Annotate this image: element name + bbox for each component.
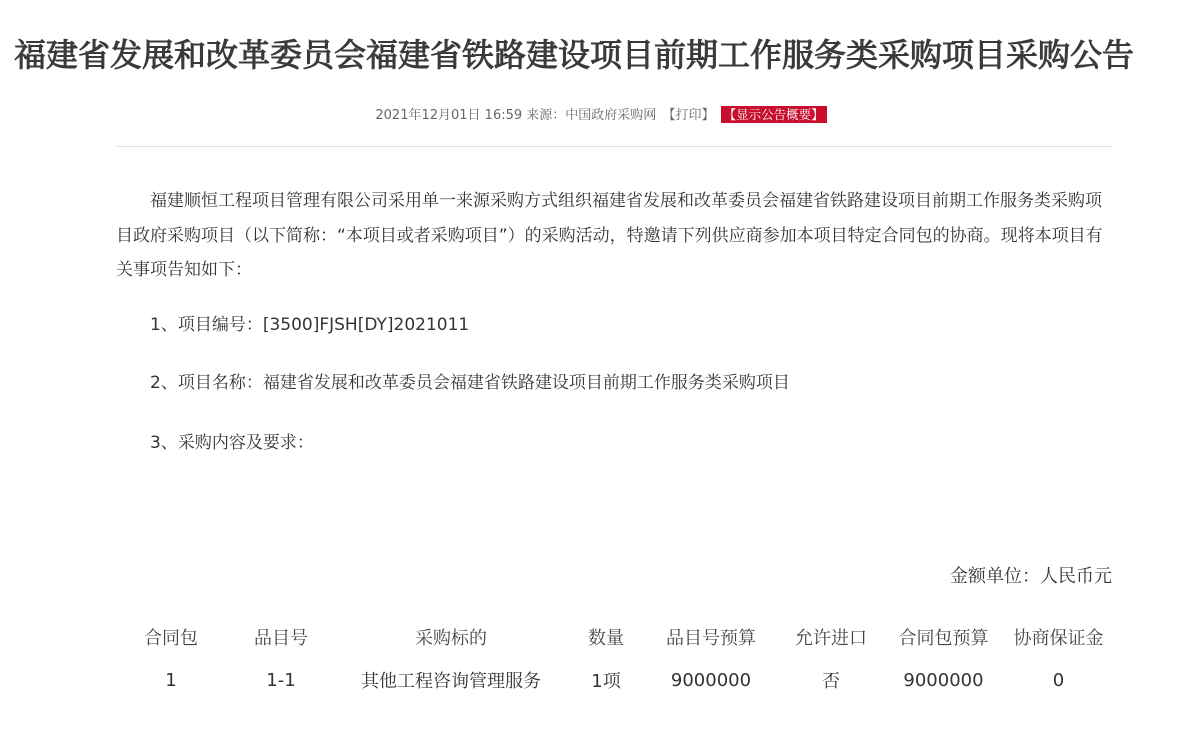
source-label: 来源：中国政府采购网: [526, 108, 657, 123]
table-row: [116, 654, 1116, 706]
table-cell: 1: [165, 669, 177, 691]
col-header: 品目号: [254, 628, 308, 649]
page-title: 福建省发展和改革委员会福建省铁路建设项目前期工作服务类采购项目采购公告: [14, 36, 1135, 74]
publish-datetime: 2021年12月01日 16:59: [375, 108, 523, 123]
table-cell: 其他工程咨询管理服务: [361, 671, 541, 692]
col-header: 允许进口: [795, 628, 867, 649]
col-header: 数量: [588, 628, 624, 649]
col-header: 品目号预算: [666, 628, 756, 649]
intro-paragraph: 福建顺恒工程项目管理有限公司采用单一来源采购方式组织福建省发展和改革委员会福建省铁路建设项目前期工作服务类采购项目政府采购项目（以下简称：“本项目或者采购项目”）的采购活动，特邀请下列供应商参加本项目特定合同包的协商。现将本项目有关事项告知如下：: [116, 191, 1103, 280]
table-cell: 9000000: [670, 669, 752, 691]
divider: [116, 146, 1112, 147]
procurement-table: [116, 620, 1116, 706]
table-cell: 1-1: [266, 669, 296, 691]
col-header: 合同包预算: [898, 628, 989, 649]
col-header: 合同包: [144, 628, 198, 649]
table-header-row: [116, 620, 1116, 654]
table-cell: 否: [822, 671, 840, 692]
item-project-number: 1、项目编号：[3500]FJSH[DY]2021011: [150, 315, 470, 335]
col-header: 协商保证金: [1013, 628, 1104, 649]
print-link[interactable]: 【打印】: [662, 108, 715, 123]
table-cell: 9000000: [903, 669, 984, 691]
item-project-name: 2、项目名称：福建省发展和改革委员会福建省铁路建设项目前期工作服务类采购项目: [150, 373, 790, 393]
amount-unit: 金额单位：人民币元: [950, 566, 1112, 587]
table-cell: 1项: [591, 671, 621, 692]
article-meta: [0, 104, 1202, 123]
table-cell: 0: [1052, 669, 1065, 691]
item-procurement-content: 3、采购内容及要求：: [150, 433, 314, 453]
col-header: 采购标的: [415, 628, 487, 649]
show-summary-button[interactable]: 【显示公告概要】: [721, 106, 827, 123]
